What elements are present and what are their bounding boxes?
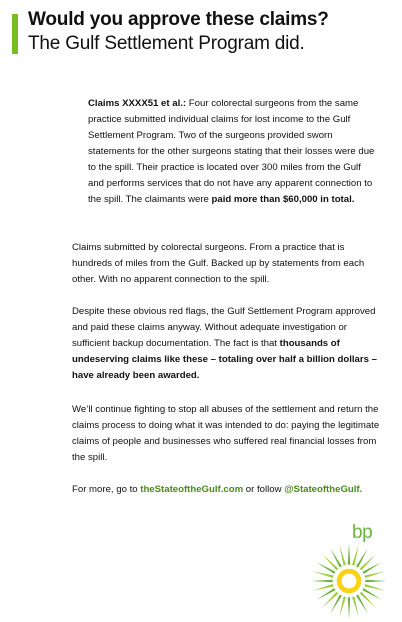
helios-petal xyxy=(313,584,336,591)
headline: Would you approve these claims? xyxy=(28,9,329,30)
twitter-handle-link[interactable]: @StateoftheGulf. xyxy=(284,484,363,495)
helios-petal xyxy=(364,580,387,583)
claim-label: Claims XXXX51 et al.: xyxy=(88,98,187,109)
subheadline: The Gulf Settlement Program did. xyxy=(28,33,305,54)
helios-petal xyxy=(322,554,339,571)
helios-petal xyxy=(311,580,334,583)
more-info-prefix: For more, go to xyxy=(72,484,141,495)
helios-petal xyxy=(363,584,386,591)
paragraph-approved-anyway xyxy=(72,304,382,384)
claim-text: Four colorectal surgeons from the same practice submitted individual claims for lost income to the Gulf Settlement Program. Two of the surgeons provided sworn statements for the other surgeons stating that their losses were due to the spill. Their practice is located over 300 miles from the Gulf and performs services that do not have any apparent connection to the spill. The claimants were xyxy=(88,98,375,205)
claim-description xyxy=(88,96,378,208)
helios-petal xyxy=(363,571,386,578)
helios-petal xyxy=(339,545,346,568)
claim-amount: paid more than $60,000 in total. xyxy=(211,194,355,205)
helios-petal xyxy=(339,595,346,618)
website-link[interactable]: theStateoftheGulf.com xyxy=(140,484,244,495)
paragraph-approved-text: Despite these obvious red flags, the Gulf Settlement Program approved and paid these claims anyway. Without adequate investigation or sufficient backup documentation. The fact is that xyxy=(72,306,376,349)
paragraph-red-flags: Claims submitted by colorectal surgeons. From a practice that is hundreds of miles from the Gulf. Backed up by statements from each other. With no apparent connection to the spill. xyxy=(72,242,365,285)
bp-helios-icon xyxy=(308,540,390,622)
helios-petal xyxy=(358,554,375,571)
helios-petal xyxy=(348,543,351,566)
paragraph-approved-bold: thousands of undeserving claims like these – totaling over half a billion dollars – have already been awarded. xyxy=(72,338,377,381)
helios-petal xyxy=(322,590,339,607)
paragraph-continue-fighting: We’ll continue fighting to stop all abuses of the settlement and return the claims process to doing what it was intended to do: paying the legitimate claims of people and businesses who suffered real financial losses from the spill. xyxy=(72,404,380,463)
helios-petal xyxy=(358,590,375,607)
ad-header xyxy=(0,0,402,60)
helios-petal xyxy=(313,571,336,578)
paragraph-more-info xyxy=(72,482,382,498)
helios-petal xyxy=(352,595,359,618)
bp-wordmark: bp xyxy=(352,522,373,543)
helios-petal xyxy=(348,596,351,619)
helios-petal xyxy=(352,545,359,568)
more-info-middle: or follow xyxy=(243,484,285,495)
accent-bar xyxy=(12,14,18,54)
